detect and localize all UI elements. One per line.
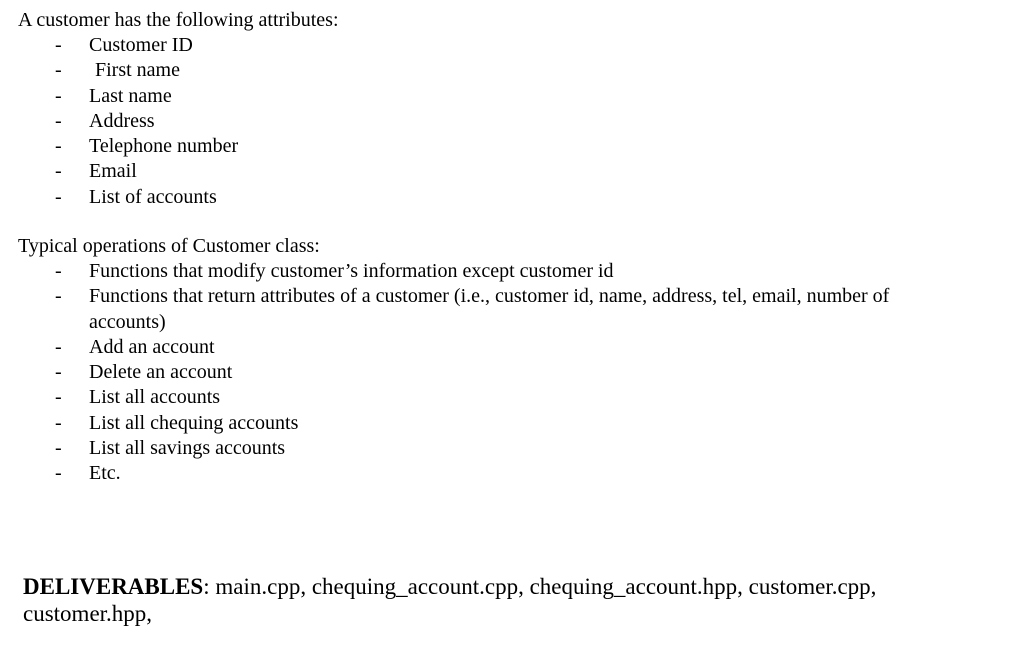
list-item <box>18 33 969 58</box>
list-item <box>18 436 969 461</box>
attribute-telephone: Telephone number <box>89 135 239 158</box>
attribute-first-name: First name <box>95 59 180 82</box>
list-item <box>18 385 969 410</box>
dash-marker: - <box>55 59 62 82</box>
list-item <box>18 461 969 486</box>
operation-add-account: Add an account <box>89 335 215 358</box>
dash-marker: - <box>55 361 62 384</box>
list-item <box>18 159 969 184</box>
operation-list-all: List all accounts <box>89 386 221 409</box>
dash-marker: - <box>55 135 62 158</box>
dash-marker: - <box>55 411 62 434</box>
attribute-address: Address <box>89 109 155 132</box>
deliverables-section <box>23 573 1003 627</box>
attribute-last-name: Last name <box>89 84 172 107</box>
attributes-section <box>18 8 969 210</box>
dash-marker: - <box>55 285 62 308</box>
attribute-accounts: List of accounts <box>89 185 217 208</box>
attributes-list <box>18 33 969 210</box>
dash-marker: - <box>55 437 62 460</box>
operations-list <box>18 259 969 487</box>
attribute-customer-id: Customer ID <box>89 34 193 56</box>
dash-marker: - <box>55 84 62 107</box>
list-item <box>18 109 969 134</box>
list-item <box>18 259 969 284</box>
dash-marker: - <box>55 260 62 282</box>
list-item <box>18 335 969 360</box>
operation-delete-account: Delete an account <box>89 361 233 384</box>
operations-heading: Typical operations of Customer class: <box>18 235 320 257</box>
dash-marker: - <box>55 462 62 485</box>
dash-marker: - <box>55 109 62 132</box>
operation-list-savings: List all savings accounts <box>89 437 286 460</box>
list-item <box>18 284 969 335</box>
operations-section <box>18 234 969 487</box>
operation-etc: Etc. <box>89 462 121 485</box>
attribute-email: Email <box>89 160 137 183</box>
list-item <box>18 84 969 109</box>
operation-list-chequing: List all chequing accounts <box>89 411 299 434</box>
dash-marker: - <box>55 335 62 358</box>
list-item <box>18 411 969 436</box>
deliverables-label: DELIVERABLES <box>23 574 204 599</box>
list-item <box>18 360 969 385</box>
dash-marker: - <box>55 160 62 183</box>
list-item <box>18 58 969 83</box>
operation-modify: Functions that modify customer’s information except customer id <box>89 260 614 282</box>
attributes-heading: A customer has the following attributes: <box>18 9 339 31</box>
dash-marker: - <box>55 185 62 208</box>
dash-marker: - <box>55 34 62 56</box>
list-item <box>18 185 969 210</box>
deliverables-files: : main.cpp, chequing_account.cpp, chequing_account.hpp, customer.cpp, customer.hpp, <box>23 574 877 626</box>
operation-return-attributes: Functions that return attributes of a customer (i.e., customer id, name, address, tel, email, number of accounts) <box>89 285 890 333</box>
dash-marker: - <box>55 386 62 409</box>
list-item <box>18 134 969 159</box>
